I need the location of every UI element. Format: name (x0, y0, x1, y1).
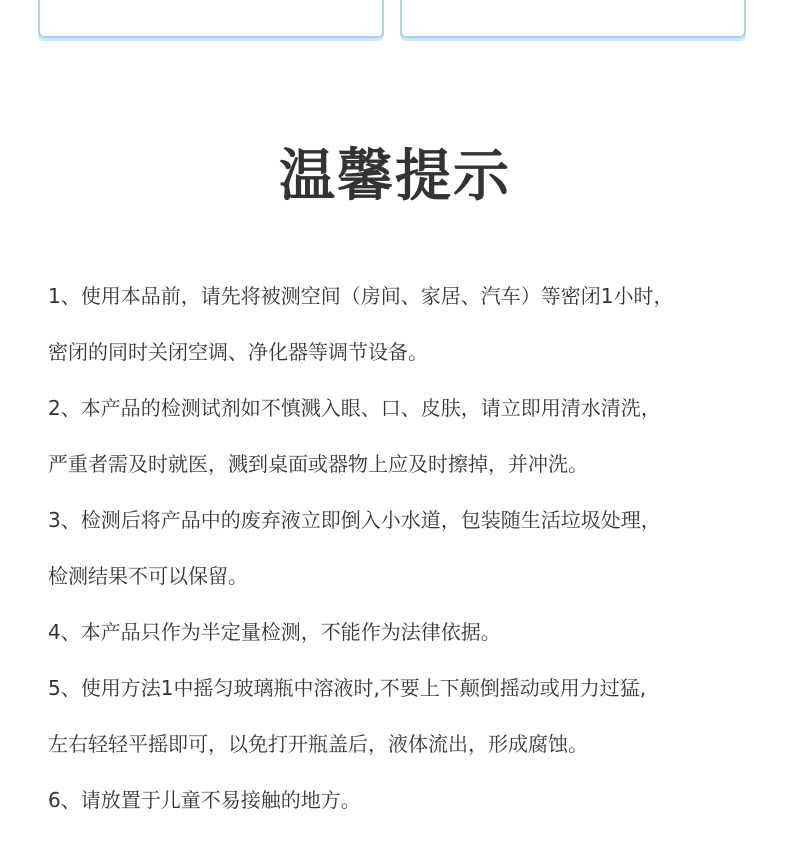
tip-line: 6、请放置于儿童不易接触的地方。 (48, 788, 361, 812)
top-card-right (400, 0, 746, 38)
tip-line: 密闭的同时关闭空调、净化器等调节设备。 (48, 340, 428, 364)
tip-line: 2、本产品的检测试剂如不慎溅入眼、口、皮肤，请立即用清水清洗， (48, 396, 661, 420)
tip-line: 检测结果不可以保留。 (48, 564, 248, 588)
tip-line: 3、检测后将产品中的废弃液立即倒入小水道，包装随生活垃圾处理， (48, 508, 661, 532)
page-title: 温馨提示 (279, 144, 511, 209)
tip-line: 严重者需及时就医，溅到桌面或器物上应及时擦掉，并冲洗。 (48, 452, 588, 476)
tip-line: 1、使用本品前，请先将被测空间（房间、家居、汽车）等密闭1小时， (48, 284, 674, 308)
tip-line: 左右轻轻平摇即可，以免打开瓶盖后，液体流出，形成腐蚀。 (48, 732, 588, 756)
tips-list (48, 268, 768, 828)
top-card-left (38, 0, 384, 38)
tip-line: 5、使用方法1中摇匀玻璃瓶中溶液时,不要上下颠倒摇动或用力过猛, (48, 676, 647, 700)
tip-line: 4、本产品只作为半定量检测，不能作为法律依据。 (48, 620, 501, 644)
